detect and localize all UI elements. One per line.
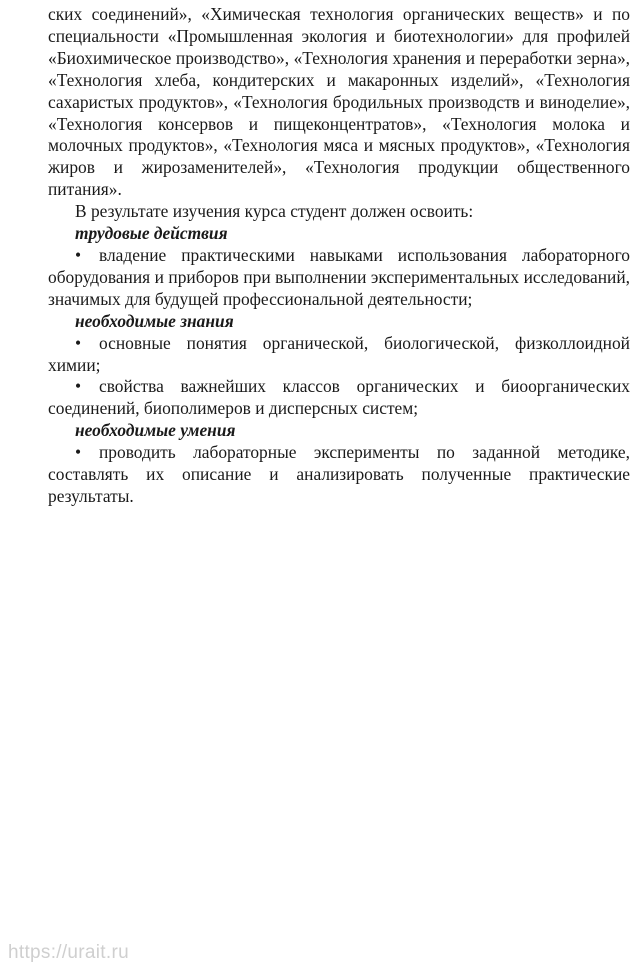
- bullet-mark: •: [75, 376, 82, 397]
- bullet-item: [48, 333, 630, 377]
- section-heading-required-skills: необходимые умения: [75, 420, 236, 441]
- section-heading-required-knowledge: необходимые знания: [75, 310, 234, 331]
- section-heading-labor-actions: трудовые действия: [75, 223, 228, 244]
- bullet-item: [48, 442, 630, 508]
- lead-sentence: В результате изучения курса студент должен освоить:: [75, 201, 474, 222]
- bullet-item: [48, 245, 630, 311]
- watermark-url: https://urait.ru: [8, 942, 129, 963]
- bullet-item: [48, 376, 630, 420]
- bullet-text: проводить лабораторные эксперименты по заданной методике, составлять их описание и анализировать полученные практические результаты.: [48, 442, 630, 506]
- intro-paragraph: ских соединений», «Химическая технология органических веществ» и по специальности «Промышленная экология и биотехнологии» для профилей «Биохимическое производство», «Технология хранения и переработки зерна», «Технология хлеба, кондитерских и макаронных изделий», «Технология сахаристых продуктов», «Технология бродильных производств и виноделие», «Технология консервов и пищеконцентратов», «Технология молока и молочных продуктов», «Технология мяса и мясных продуктов», «Технология жиров и жирозаменителей», «Технология продукции общественного питания».: [48, 4, 630, 200]
- bullet-mark: •: [75, 442, 82, 463]
- bullet-mark: •: [75, 244, 82, 265]
- bullet-text: свойства важнейших классов органических и биоорганических соединений, биополимеров и дисперсных систем;: [48, 376, 630, 419]
- bullet-text: основные понятия органической, биологической, физколлоидной химии;: [48, 332, 630, 375]
- document-page: [48, 4, 630, 508]
- bullet-text: владение практическими навыками использования лабораторного оборудования и приборов при выполнении экспериментальных исследований, значимых для будущей профессиональной деятельности;: [48, 244, 630, 309]
- bullet-mark: •: [75, 332, 82, 353]
